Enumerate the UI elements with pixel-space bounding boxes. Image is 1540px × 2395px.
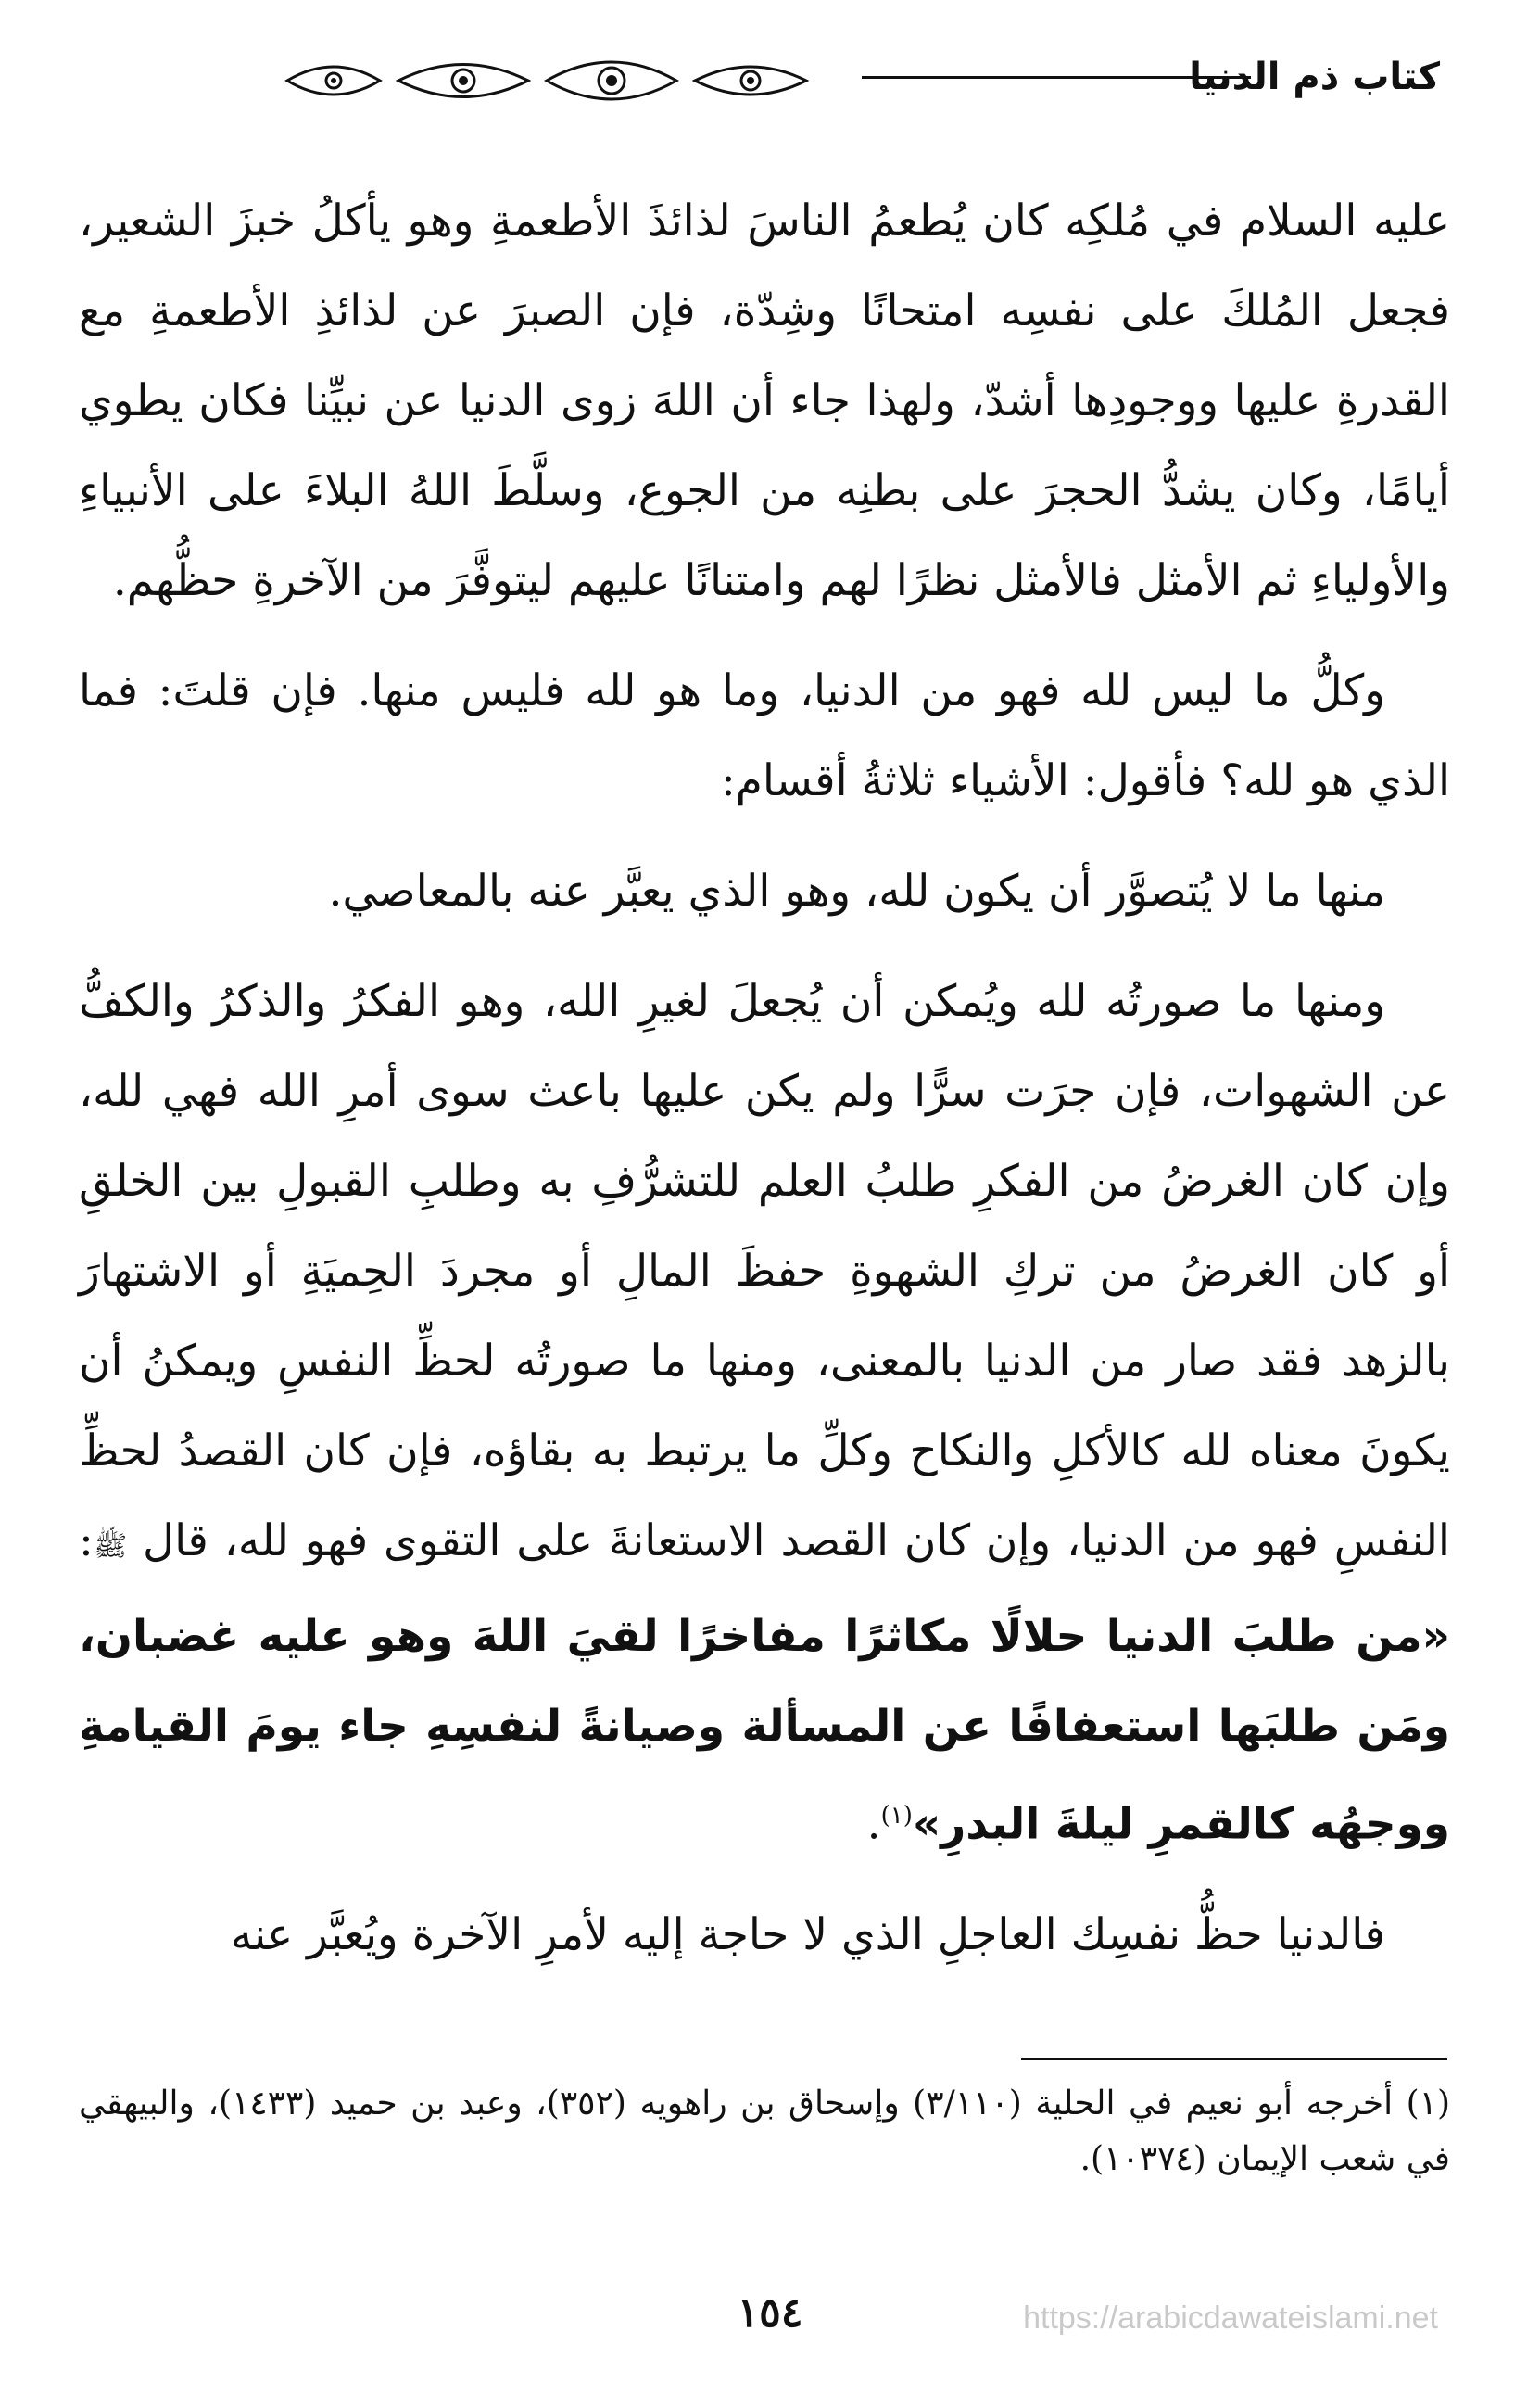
page-header — [0, 48, 1540, 132]
paragraph: عليه السلام في مُلكِه كان يُطعمُ الناسَ لذائذَ الأطعمةِ وهو يأكلُ خبزَ الشعير، فجعل المُلكَ على نفسِه امتحانًا وشِدّة، فإن الصبرَ عن لذائذِ الأطعمةِ مع القدرةِ عليها ووجودِها أشدّ، ولهذا جاء أن اللهَ زوى الدنيا عن نبيِّنا فكان يطوي أيامًا، وكان يشدُّ الحجرَ على بطنِه من الجوع، وسلَّطَ اللهُ البلاءَ على الأنبياءِ والأولياءِ ثم الأمثل فالأمثل نظرًا لهم وامتنانًا عليهم ليتوفَّرَ من الآخرةِ حظُّهم. — [79, 196, 1450, 606]
header-ornament-icon — [278, 48, 852, 113]
paragraph: فالدنيا حظُّ نفسِك العاجلِ الذي لا حاجة إليه لأمرِ الآخرة ويُعبَّر عنه — [230, 1908, 1385, 1960]
page-number: ١٥٤ — [737, 2289, 803, 2337]
running-title: كتاب ذم الدنيا — [1189, 56, 1440, 98]
main-text — [79, 176, 1450, 2000]
paragraph: وكلُّ ما ليس لله فهو من الدنيا، وما هو لله فليس منها. فإن قلتَ: فما الذي هو لله؟ فأقول: الأشياء ثلاثةُ أقسام: — [79, 665, 1450, 806]
footnote-ref[interactable]: (١) — [880, 1802, 913, 1830]
watermark: https://arabicdawateislami.net — [1023, 2300, 1438, 2336]
salawat-symbol: ﷺ — [93, 1530, 128, 1563]
hadith-quote: «من طلبَ الدنيا حلالًا مكاثرًا مفاخرًا لقيَ اللهَ وهو عليه غضبان، ومَن طلبَها استعفافًا عن المسألة وصيانةً لنفسِهِ جاء يومَ القيامةِ ووجهُه كالقمرِ ليلةَ البدرِ» — [79, 1611, 1450, 1850]
paragraph-text: ومنها ما صورتُه لله ويُمكن أن يُجعلَ لغيرِ الله، وهو الفكرُ والذكرُ والكفُّ عن الشهوات، فإن جرَت سرًّا ولم يكن عليها باعث سوى أمرِ الله فهي لله، وإن كان الغرضُ من الفكرِ طلبُ العلم للتشرُّفِ به وطلبِ القبولِ بين الخلقِ أو كان الغرضُ من تركِ الشهوةِ حفظَ المالِ أو مجردَ الحِميَةِ أو الاشتهارَ بالزهد فقد صار من الدنيا بالمعنى، ومنها ما صورتُه لحظِّ النفسِ ويمكنُ أن يكونَ معناه لله كالأكلِ والنكاح وكلِّ ما يرتبط به بقاؤه، فإن كان القصدُ لحظِّ النفسِ فهو من الدنيا، وإن كان القصد الاستعانةَ على التقوى فهو لله، قال — [79, 976, 1450, 1566]
paragraph: منها ما لا يُتصوَّر أن يكون لله، وهو الذي يعبَّر عنه بالمعاصي. — [328, 866, 1385, 917]
footnote-item: (١) أخرجه أبو نعيم في الحلية (٣/١١٠) وإسحاق بن راهويه (٣٥٢)، وعبد بن حميد (١٤٣٣)، والبيهقي في شعب الإيمان (١٠٣٧٤). — [79, 2085, 1451, 2178]
paragraph: ومنها ما صورتُه لله ويُمكن أن يُجعلَ لغيرِ الله، وهو الفكرُ والذكرُ والكفُّ عن الشهوات، فإن جرَت سرًّا ولم يكن عليها باعث سوى أمرِ الله فهي لله، وإن كان الغرضُ من الفكرِ طلبُ العلم للتشرُّفِ به وطلبِ القبولِ بين الخلقِ أو كان الغرضُ من تركِ الشهوةِ حفظَ المالِ أو مجردَ الحِميَةِ أو الاشتهارَ بالزهد فقد صار من الدنيا بالمعنى، ومنها ما صورتُه لحظِّ النفسِ ويمكنُ أن يكونَ معناه لله كالأكلِ والنكاح وكلِّ ما يرتبط به بقاؤه، فإن كان القصدُ لحظِّ النفسِ فهو من الدنيا، وإن كان القصد الاستعانةَ على التقوى فهو لله، قال ﷺ: «من طلبَ الدنيا حلالًا مكاثرًا مفاخرًا لقيَ اللهَ وهو عليه غضبان، ومَن طلبَها استعفافًا عن المسألة وصيانةً لنفسِهِ جاء يومَ القيامةِ ووجهُه كالقمرِ ليلةَ البدرِ»$^{(١)}$. — [79, 976, 1450, 1850]
footnotes — [79, 2076, 1450, 2187]
footnote-divider — [1021, 2058, 1447, 2060]
